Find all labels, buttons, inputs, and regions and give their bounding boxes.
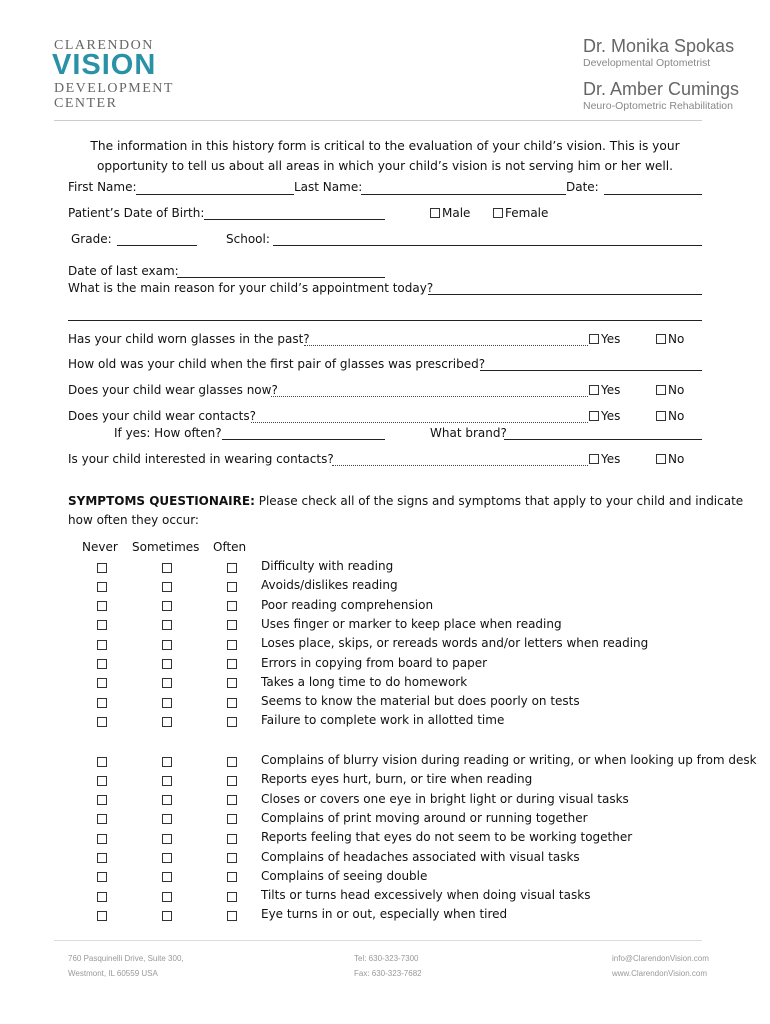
main-reason-label: What is the main reason for your child’s appointment today? (68, 281, 434, 295)
symptom-label: Closes or covers one eye in bright light or during visual tasks (261, 791, 629, 806)
symptom-checkbox-often[interactable] (227, 563, 237, 573)
yes-label: Yes (601, 332, 621, 346)
intro-paragraph: The information in this history form is critical to the evaluation of your child’s vision. This is your opportunity to tell us about all areas in which your child’s vision is not serving him or her well. (90, 139, 680, 173)
symptom-checkbox-sometimes[interactable] (162, 678, 172, 688)
symptom-checkbox-never[interactable] (97, 563, 107, 573)
symptom-checkbox-never[interactable] (97, 659, 107, 669)
worn-glasses-yes[interactable] (589, 332, 620, 346)
symptom-checkbox-sometimes[interactable] (162, 757, 172, 767)
symptom-checkbox-sometimes[interactable] (162, 892, 172, 902)
female-checkbox[interactable] (493, 208, 503, 218)
symptom-checkbox-sometimes[interactable] (162, 620, 172, 630)
symptom-checkbox-often[interactable] (227, 582, 237, 592)
female-label: Female (505, 206, 549, 220)
first-name-field[interactable] (136, 194, 294, 195)
symptom-checkbox-never[interactable] (97, 601, 107, 611)
col-header-sometimes: Sometimes (132, 540, 200, 554)
symptom-checkbox-often[interactable] (227, 795, 237, 805)
symptom-checkbox-often[interactable] (227, 776, 237, 786)
grade-field[interactable] (117, 245, 197, 246)
symptom-checkbox-sometimes[interactable] (162, 601, 172, 611)
symptom-checkbox-never[interactable] (97, 911, 107, 921)
symptom-checkbox-never[interactable] (97, 757, 107, 767)
symptom-checkbox-sometimes[interactable] (162, 717, 172, 727)
wear-glasses-question: Does your child wear glasses now? (68, 383, 278, 397)
symptom-checkbox-often[interactable] (227, 678, 237, 688)
symptom-checkbox-never[interactable] (97, 640, 107, 650)
yes-label: Yes (601, 409, 621, 423)
symptom-checkbox-often[interactable] (227, 717, 237, 727)
symptom-checkbox-never[interactable] (97, 717, 107, 727)
symptom-checkbox-sometimes[interactable] (162, 698, 172, 708)
wear-glasses-no-checkbox[interactable] (656, 385, 666, 395)
footer-fax: Fax: 630-323-7682 (354, 969, 422, 978)
grade-label: Grade: (71, 232, 112, 246)
main-reason-field[interactable] (428, 294, 702, 295)
interested-contacts-question: Is your child interested in wearing contacts? (68, 452, 334, 466)
symptom-checkbox-often[interactable] (227, 698, 237, 708)
symptom-label: Failure to complete work in allotted time (261, 713, 505, 728)
school-field[interactable] (273, 245, 702, 246)
symptom-label: Complains of print moving around or running together (261, 810, 588, 825)
symptom-checkbox-often[interactable] (227, 911, 237, 921)
symptom-checkbox-often[interactable] (227, 892, 237, 902)
doctor2-name: Dr. Amber Cumings (583, 79, 740, 99)
symptoms-heading-title: SYMPTOMS QUESTIONAIRE: (68, 494, 255, 508)
date-label: Date: (566, 180, 599, 194)
wear-contacts-no-checkbox[interactable] (656, 411, 666, 421)
wear-contacts-yes-checkbox[interactable] (589, 411, 599, 421)
male-checkbox[interactable] (430, 208, 440, 218)
footer-divider (54, 940, 702, 941)
symptom-label: Uses finger or marker to keep place when reading (261, 616, 562, 631)
footer-tel: Tel: 630-323-7300 (354, 954, 419, 963)
logo-text-top: CLARENDON (54, 38, 154, 53)
interested-contacts-yes[interactable] (589, 452, 620, 466)
worn-glasses-yes-checkbox[interactable] (589, 334, 599, 344)
last-name-field[interactable] (361, 194, 566, 195)
dob-label: Patient’s Date of Birth: (68, 206, 205, 220)
logo-text-bottom (54, 81, 174, 111)
symptom-checkbox-sometimes[interactable] (162, 911, 172, 921)
what-brand-label: What brand? (430, 426, 507, 440)
symptom-checkbox-sometimes[interactable] (162, 795, 172, 805)
symptom-label: Complains of seeing double (261, 868, 428, 883)
dob-field[interactable] (204, 219, 385, 220)
symptom-checkbox-sometimes[interactable] (162, 776, 172, 786)
last-name-label: Last Name: (294, 180, 363, 194)
yes-label: Yes (601, 383, 621, 397)
symptom-checkbox-sometimes[interactable] (162, 834, 172, 844)
symptom-checkbox-never[interactable] (97, 678, 107, 688)
symptom-label: Reports feeling that eyes do not seem to be working together (261, 830, 633, 845)
symptom-checkbox-often[interactable] (227, 757, 237, 767)
date-field[interactable] (604, 194, 702, 195)
symptom-checkbox-often[interactable] (227, 659, 237, 669)
wear-glasses-yes[interactable] (589, 383, 620, 397)
what-brand-field[interactable] (504, 439, 702, 440)
symptom-checkbox-sometimes[interactable] (162, 582, 172, 592)
doctor2-title: Neuro-Optometric Rehabilitation (583, 100, 733, 112)
symptom-label: Tilts or turns head excessively when doing visual tasks (261, 888, 591, 903)
col-header-often: Often (213, 540, 247, 554)
worn-glasses-no-checkbox[interactable] (656, 334, 666, 344)
symptom-checkbox-never[interactable] (97, 698, 107, 708)
symptom-checkbox-often[interactable] (227, 620, 237, 630)
symptom-checkbox-never[interactable] (97, 776, 107, 786)
symptom-checkbox-sometimes[interactable] (162, 563, 172, 573)
symptom-label: Reports eyes hurt, burn, or tire when reading (261, 772, 533, 787)
male-label: Male (442, 206, 471, 220)
no-label: No (668, 452, 685, 466)
symptom-checkbox-sometimes[interactable] (162, 872, 172, 882)
doctor1-title: Developmental Optometrist (583, 57, 711, 69)
footer-address-line1: 760 Pasquinelli Drive, Suite 300, (68, 954, 184, 963)
footer-address-line2: Westmont, IL 60559 USA (68, 969, 158, 978)
symptom-checkbox-often[interactable] (227, 814, 237, 824)
symptom-label: Seems to know the material but does poorly on tests (261, 694, 580, 709)
symptom-checkbox-sometimes[interactable] (162, 853, 172, 863)
interested-contacts-leader (332, 465, 588, 466)
interested-contacts-no[interactable] (656, 452, 684, 466)
header-divider (54, 120, 702, 121)
last-exam-label: Date of last exam: (68, 264, 179, 278)
symptom-checkbox-sometimes[interactable] (162, 814, 172, 824)
logo-text-vision: VISION (52, 49, 157, 81)
symptom-checkbox-sometimes[interactable] (162, 640, 172, 650)
symptom-checkbox-never[interactable] (97, 620, 107, 630)
symptom-label: Takes a long time to do homework (261, 674, 468, 689)
symptom-checkbox-never[interactable] (97, 853, 107, 863)
wear-contacts-leader (251, 422, 588, 423)
symptom-checkbox-never[interactable] (97, 834, 107, 844)
logo-line-center: CENTER (54, 96, 118, 111)
symptom-checkbox-often[interactable] (227, 853, 237, 863)
symptom-label: Complains of blurry vision during reading or writing, or when looking up from desk (261, 753, 757, 767)
symptom-label: Loses place, skips, or rereads words and/or letters when reading (261, 636, 649, 651)
wear-contacts-no[interactable] (656, 409, 684, 423)
male-option[interactable] (430, 206, 470, 220)
symptom-checkbox-often[interactable] (227, 834, 237, 844)
wear-contacts-yes[interactable] (589, 409, 620, 423)
how-often-field[interactable] (222, 439, 385, 440)
symptom-checkbox-never[interactable] (97, 892, 107, 902)
wear-glasses-yes-checkbox[interactable] (589, 385, 599, 395)
footer-website[interactable]: www.ClarendonVision.com (612, 969, 708, 978)
footer-email[interactable]: info@ClarendonVision.com (612, 954, 709, 963)
first-pair-question: How old was your child when the first pair of glasses was prescribed? (68, 357, 486, 371)
last-exam-field[interactable] (177, 277, 385, 278)
first-name-label: First Name: (68, 180, 137, 194)
symptom-label: Poor reading comprehension (261, 597, 434, 612)
main-reason-field-line2[interactable] (68, 320, 702, 321)
symptom-checkbox-often[interactable] (227, 640, 237, 650)
no-label: No (668, 383, 685, 397)
symptom-label: Complains of headaches associated with visual tasks (261, 849, 580, 864)
col-header-never: Never (82, 540, 118, 554)
symptom-checkbox-often[interactable] (227, 872, 237, 882)
no-label: No (668, 409, 685, 423)
yes-label: Yes (601, 452, 621, 466)
symptoms-heading-line2: how often they occur: (68, 513, 199, 527)
symptom-label: Difficulty with reading (261, 559, 394, 573)
school-label: School: (226, 232, 270, 246)
female-option[interactable] (493, 206, 548, 220)
symptoms-heading-instructions: Please check all of the signs and symptoms that apply to your child and indicate (258, 494, 744, 508)
symptom-checkbox-never[interactable] (97, 814, 107, 824)
symptom-checkbox-never[interactable] (97, 795, 107, 805)
interested-contacts-yes-checkbox[interactable] (589, 454, 599, 464)
symptom-checkbox-sometimes[interactable] (162, 659, 172, 669)
interested-contacts-no-checkbox[interactable] (656, 454, 666, 464)
wear-contacts-question: Does your child wear contacts? (68, 409, 256, 423)
symptom-checkbox-never[interactable] (97, 872, 107, 882)
first-pair-field[interactable] (480, 370, 702, 371)
how-often-label: If yes: How often? (114, 426, 222, 440)
worn-glasses-no[interactable] (656, 332, 684, 346)
wear-glasses-leader (271, 396, 588, 397)
symptom-label: Eye turns in or out, especially when tired (261, 907, 508, 922)
symptom-label: Errors in copying from board to paper (261, 655, 488, 670)
symptom-checkbox-often[interactable] (227, 601, 237, 611)
wear-glasses-no[interactable] (656, 383, 684, 397)
symptom-checkbox-never[interactable] (97, 582, 107, 592)
worn-glasses-question: Has your child worn glasses in the past? (68, 332, 310, 346)
symptoms-heading (68, 494, 743, 508)
logo-line-development: DEVELOPMENT (54, 81, 174, 96)
no-label: No (668, 332, 685, 346)
symptom-label: Avoids/dislikes reading (261, 578, 398, 593)
worn-glasses-leader (304, 345, 588, 346)
doctor1-name: Dr. Monika Spokas (583, 36, 735, 56)
